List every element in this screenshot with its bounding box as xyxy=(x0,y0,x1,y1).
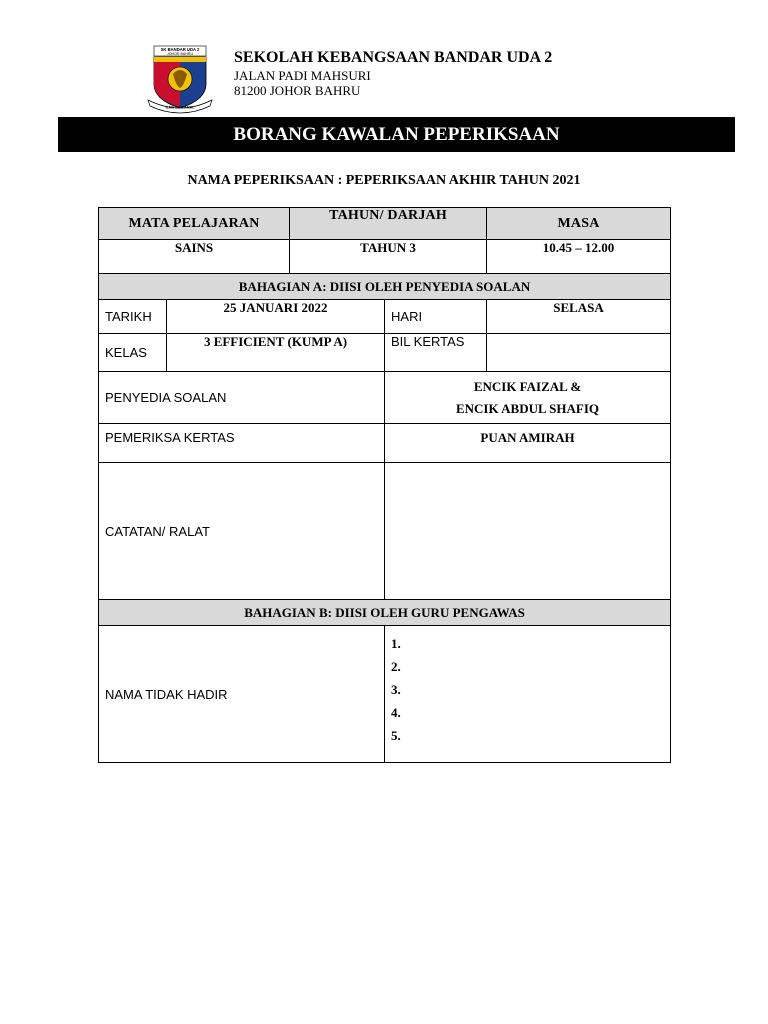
list-item: 3. xyxy=(391,682,401,697)
setter-label: PENYEDIA SOALAN xyxy=(99,372,385,424)
table-row xyxy=(99,300,671,334)
table-row xyxy=(99,274,671,300)
absent-label: NAMA TIDAK HADIR xyxy=(99,626,385,763)
notes-label: CATATAN/ RALAT xyxy=(99,463,385,600)
table-row xyxy=(99,463,671,600)
col-header-time: MASA xyxy=(487,208,671,240)
svg-text:SK BANDAR UDA 2: SK BANDAR UDA 2 xyxy=(160,47,200,52)
pages-label: BIL KERTAS xyxy=(385,334,487,372)
school-name: SEKOLAH KEBANGSAAN BANDAR UDA 2 xyxy=(234,49,553,66)
col-header-year: TAHUN/ DARJAH xyxy=(290,208,487,240)
day-value: SELASA xyxy=(487,300,671,334)
table-row xyxy=(99,334,671,372)
table-row xyxy=(99,424,671,463)
list-item: 5. xyxy=(391,728,401,743)
checker-value: PUAN AMIRAH xyxy=(385,424,671,463)
setter-name-2: ENCIK ABDUL SHAFIQ xyxy=(455,400,600,416)
col-header-subject: MATA PELAJARAN xyxy=(99,208,290,240)
absent-list-cell xyxy=(385,626,671,763)
table-row xyxy=(99,372,671,424)
table-row xyxy=(99,208,671,240)
school-address-line2: 81200 JOHOR BAHRU xyxy=(234,83,361,98)
exam-control-table xyxy=(98,207,671,763)
svg-text:ILMU DAN AMAL: ILMU DAN AMAL xyxy=(165,105,195,110)
form-title-banner: BORANG KAWALAN PEPERIKSAAN xyxy=(58,117,735,152)
class-label: KELAS xyxy=(99,334,167,372)
section-b-header: BAHAGIAN B: DIISI OLEH GURU PENGAWAS xyxy=(99,600,671,626)
setter-name-1: ENCIK FAIZAL & xyxy=(473,378,582,394)
date-value: 25 JANUARI 2022 xyxy=(167,300,385,334)
list-item: 2. xyxy=(391,659,401,674)
school-address-line1: JALAN PADI MAHSURI xyxy=(234,68,371,83)
svg-text:JOHOR BAHRU: JOHOR BAHRU xyxy=(166,52,194,56)
class-value: 3 EFFICIENT (KUMP A) xyxy=(167,334,385,372)
school-logo xyxy=(146,44,214,114)
table-row xyxy=(99,240,671,274)
table-row xyxy=(99,626,671,763)
year-value: TAHUN 3 xyxy=(290,240,487,274)
exam-name: NAMA PEPERIKSAAN : PEPERIKSAAN AKHIR TAHUN 2021 xyxy=(187,173,581,188)
notes-value[interactable] xyxy=(385,463,671,600)
table-row xyxy=(99,600,671,626)
time-value: 10.45 – 12.00 xyxy=(487,240,671,274)
absent-list xyxy=(391,632,664,747)
section-a-header: BAHAGIAN A: DIISI OLEH PENYEDIA SOALAN xyxy=(99,274,671,300)
subject-value: SAINS xyxy=(99,240,290,274)
pages-value[interactable] xyxy=(487,334,671,372)
checker-label: PEMERIKSA KERTAS xyxy=(99,424,385,463)
day-label: HARI xyxy=(385,300,487,334)
list-item: 4. xyxy=(391,705,401,720)
setter-value xyxy=(385,372,671,424)
list-item: 1. xyxy=(391,636,401,651)
date-label: TARIKH xyxy=(99,300,167,334)
